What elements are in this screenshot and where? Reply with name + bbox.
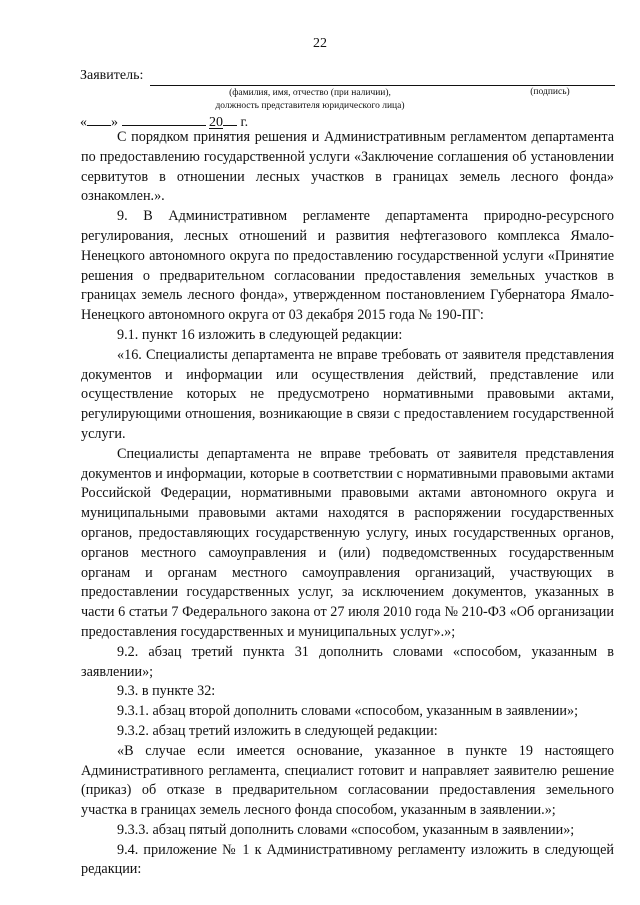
paragraph-item-9-3-2: 9.3.2. абзац третий изложить в следующей редакции: (117, 722, 438, 739)
paragraph-item-9: 9. В Административном регламенте департамента природно-ресурсного регулирования, лесных отношений и развития нефтегазового комплекса Ямало-Ненецкого автономного округа по предоставлению государственной услуги «Принятие решения о предварительном согласовании предоставления земельных участков в границах земель лесного фонда», утвержденном постановлением Губернатора Ямало-Ненецкого автономного округа от 03 декабря 2015 года № 190-ПГ: (81, 208, 614, 324)
applicant-signature-line (495, 85, 615, 86)
applicant-signature-caption: (подпись) (530, 87, 570, 97)
date-month-blank (122, 112, 206, 126)
paragraph-item-9-4: 9.4. приложение № 1 к Административному регламенту изложить в следующей редакции: (81, 841, 614, 878)
applicant-name-caption-line1: (фамилия, имя, отчество (при наличии), (229, 88, 391, 98)
paragraph-item-16-part-1: «16. Специалисты департамента не вправе требовать от заявителя представления документов и информации или осуществления действий, представление или осуществление которых не предусмотрено нормативными правовыми актами, регулирующими отношения, возникающие в связи с предоставлением государственной услуги. (81, 346, 614, 442)
date-year-suffix: г. (240, 115, 249, 130)
paragraph-item-16-part-2: Специалисты департамента не вправе требовать от заявителя представления документов и информации, которые в соответствии с нормативными правовыми актами Российской Федерации, нормативными правовыми актами автономного округа и муниципальными правовыми актами находятся в распоряжении государственных органов, предоставляющих государственную услугу, иных государственных органов, органов местного самоуправления и (или) подведомственных государственным органам и органам местного самоуправления организаций, участвующих в предоставлении государственных услуг, за исключением документов, указанных в части 6 статьи 7 Федерального закона от 27 июля 2010 года № 210-ФЗ «Об организации предоставления государственных и муниципальных услуг».»; (81, 445, 614, 640)
applicant-name-caption-line2: должность представителя юридического лица) (215, 101, 405, 111)
date-open-quote: « (80, 115, 87, 130)
page-number: 22 (313, 36, 327, 51)
applicant-label: Заявитель: (80, 68, 144, 83)
paragraph-item-9-3-2-text: «В случае если имеется основание, указанное в пункте 19 настоящего Административного регламента, специалист готовит и направляет заявителю решение (приказ) об отказе в предварительном согласовании предоставления земельного участка в границах земель лесного фонда способом, указанным в заявлении.»; (81, 742, 614, 819)
paragraph-acknowledgement: С порядком принятия решения и Административным регламентом департамента по предоставлению государственной услуги «Заключение соглашения об установлении сервитутов в отношении лесных участков в границах земель лесного фонда» ознакомлен.». (81, 129, 614, 205)
paragraph-item-9-2: 9.2. абзац третий пункта 31 дополнить словами «способом, указанным в заявлении»; (81, 643, 614, 680)
date-day-blank (87, 112, 111, 126)
paragraph-item-9-3-3: 9.3.3. абзац пятый дополнить словами «способом, указанным в заявлении»; (117, 821, 575, 838)
applicant-name-line (150, 85, 550, 86)
paragraph-item-9-3: 9.3. в пункте 32: (117, 683, 216, 700)
date-year-blank (223, 112, 237, 126)
date-close-quote: » (111, 115, 118, 130)
paragraph-item-9-3-1: 9.3.1. абзац второй дополнить словами «способом, указанным в заявлении»; (117, 703, 579, 720)
paragraph-item-9-1: 9.1. пункт 16 изложить в следующей редакции: (117, 326, 403, 343)
applicant-name-caption (180, 87, 440, 113)
document-body (81, 128, 614, 880)
date-year-prefix: 20 (209, 115, 223, 130)
